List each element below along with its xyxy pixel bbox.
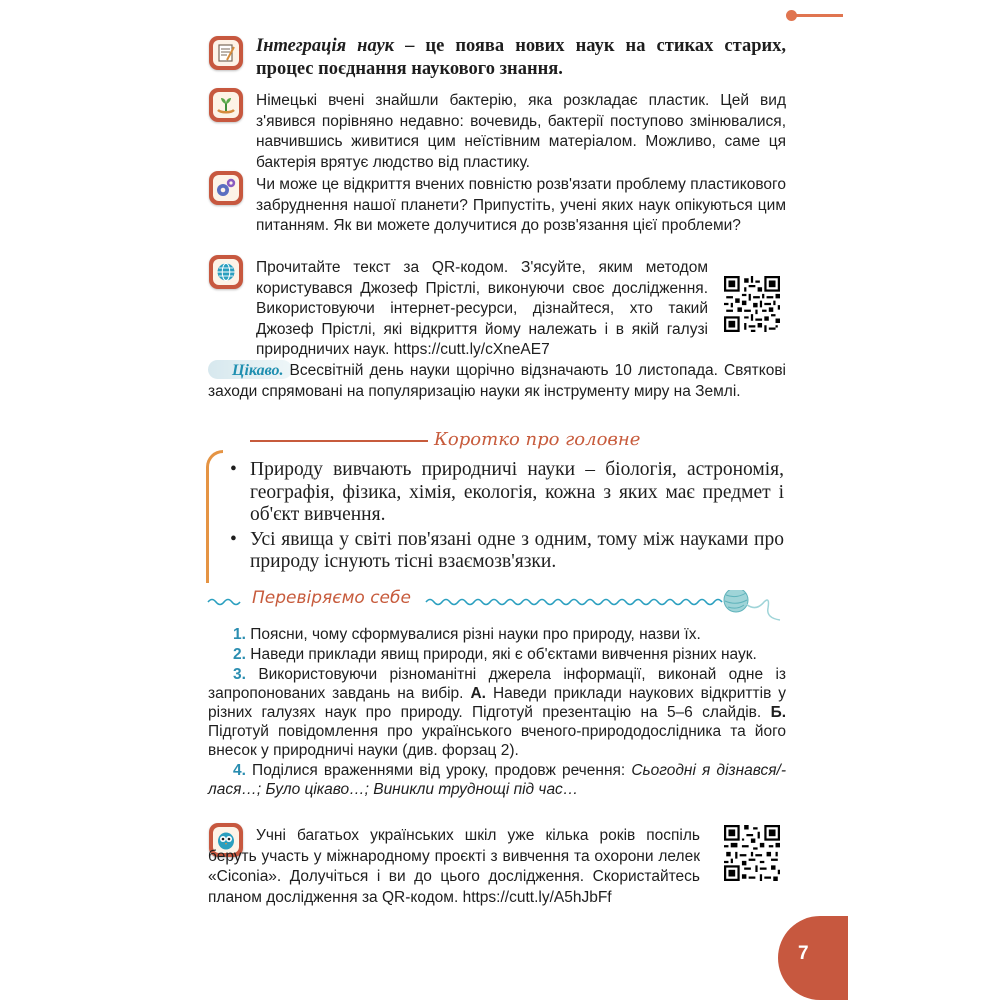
qr-code[interactable] xyxy=(724,276,780,332)
summary-title-line xyxy=(250,440,428,442)
news-paragraph: Німецькі вчені знайшли бактерію, яка розкладає пластик. Цей вид з'явився порівняно недавно: вочевидь, бактерії поступово змінювалися, навчившись живитися цим неїстівним матеріалом. Можливо, саме ця бактерія врятує людство від пластику. xyxy=(256,92,786,171)
globe-icon xyxy=(209,255,243,289)
definition-text: це поява нових наук на стиках старих, процес поєднання наукового знання. xyxy=(256,36,787,79)
interesting-label: Цікаво. xyxy=(232,362,284,379)
top-decor-line xyxy=(793,14,843,17)
plant-hands-icon xyxy=(209,88,243,122)
interesting-paragraph: Цікаво. Всесвітній день науки щорічно відзначають 10 листопада. Святкові заходи спрямовані на популяризацію науки як інструменту миру на Землі. xyxy=(208,362,786,400)
summary-bullet: • Природу вивчають природничі науки – біологія, астрономія, географія, фізика, хімія, екологія, кожна з яких має предмет і об'єкт вивчення. xyxy=(228,459,784,527)
definition-term: Інтеграція наук xyxy=(256,36,395,56)
summary-title: Коротко про головне xyxy=(434,429,641,450)
question-paragraph: Чи може це відкриття вчених повністю розв'язати проблему пластикового забруднення нашої планети? Припустіть, учені яких наук опікуються цим питанням. Як ви можете долучитися до розв'язання цієї проблеми? xyxy=(256,176,786,234)
stork-project-paragraph: Учні багатьох українських шкіл уже кілька років поспіль беруть участь у міжнародному проєкті з вивчення та охорони лелек «Ciconia». Долучіться і ви до цього дослідження. Скористайтесь планом дослідження за QR-кодом. https://cutt.ly/A5hJbFf xyxy=(208,827,700,906)
task-item: 1. Поясни, чому сформувалися різні науки про природу, назви їх. xyxy=(233,626,701,643)
qr-code[interactable] xyxy=(724,825,780,881)
task-item: 3. Використовуючи різноманітні джерела інформації, виконай одне із запропонованих завдань на вибір. А. Наведи приклади наукових відкриттів у різних галузях наук про природу. Підготуй презентацію на 5–6 слайдів. Б. Підготуй повідомлення про українського вченого-природодослідника та його внесок у природничі науки (див. форзац 2). xyxy=(208,666,787,759)
summary-bullet: • Усі явища у світі пов'язані одне з одним, тому між науками про природу існують тісні взаємозв'язки. xyxy=(228,529,784,574)
task-item: 4. Поділися враженнями від уроку, продовж речення: Сьогодні я дізнався/-лася…; Було цікаво…; Виникли труднощі під час… xyxy=(208,762,786,798)
stork-project-link[interactable]: https://cutt.ly/A5hJbFf xyxy=(462,888,612,906)
task-item: 2. Наведи приклади явищ природи, які є об'єктами вивчення різних наук. xyxy=(233,646,757,663)
notepad-icon xyxy=(209,36,243,70)
definition-paragraph: Інтеграція наук – це поява нових наук на стиках старих, процес поєднання наукового знання. xyxy=(256,36,787,79)
summary-bracket xyxy=(206,450,223,583)
qr-task-paragraph: Прочитайте текст за QR-кодом. З'ясуйте, яким методом користувався Джозеф Прістлі, виконуючи своє дослідження. Використовуючи інтернет-ресурси, дізнайтеся, хто такий Джозеф Прістлі, які відкриття йому належать і в якій галузі природничих наук. https://cutt.ly/cXneAE7 xyxy=(256,259,708,358)
top-decor-dot xyxy=(786,10,797,21)
self-check-tasks xyxy=(208,625,786,800)
gears-icon xyxy=(209,171,243,205)
qr-task-link[interactable]: https://cutt.ly/cXneAE7 xyxy=(393,341,550,358)
page-number: 7 xyxy=(798,943,809,964)
yarn-ball-icon xyxy=(724,590,780,620)
self-check-title: Перевіряємо себе xyxy=(252,588,411,608)
summary-list xyxy=(228,459,784,576)
